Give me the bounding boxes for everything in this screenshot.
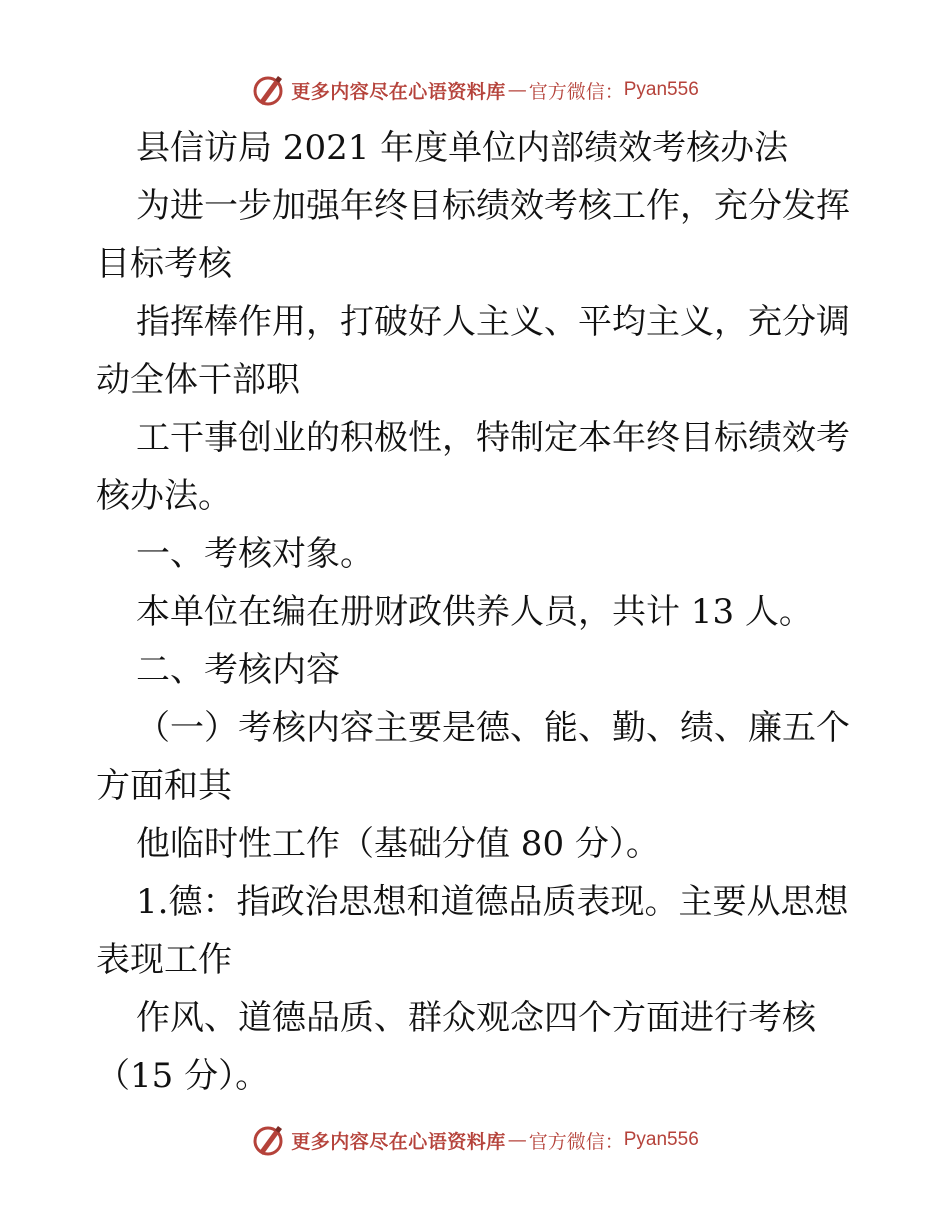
doc-line: 目标考核: [96, 244, 232, 284]
doc-line: 为进一步加强年终目标绩效考核工作，充分发挥: [136, 186, 850, 226]
doc-line: 工干事创业的积极性，特制定本年终目标绩效考: [136, 418, 850, 458]
banner-wechat-label: 官方微信：: [528, 1130, 624, 1153]
doc-line: （15 分）。: [96, 1056, 270, 1096]
doc-line: 指挥棒作用，打破好人主义、平均主义，充分调: [136, 302, 850, 342]
banner-separator: —: [507, 79, 527, 101]
doc-line: （一）考核内容主要是德、能、勤、绩、廉五个: [136, 708, 850, 748]
doc-title: 县信访局 2021 年度单位内部绩效考核办法: [136, 128, 789, 168]
pen-logo-icon: [251, 1122, 287, 1158]
footer-watermark-banner: [0, 1120, 950, 1160]
doc-line: 动全体干部职: [96, 360, 300, 400]
banner-wechat-id: Pyan556: [623, 1129, 699, 1150]
header-watermark-banner: [0, 70, 950, 110]
doc-line: 作风、道德品质、群众观念四个方面进行考核: [136, 998, 816, 1038]
section-heading: 二、考核内容: [136, 650, 340, 690]
doc-line: 核办法。: [96, 476, 232, 516]
banner-slogan: 更多内容尽在心语资料库: [291, 1130, 506, 1153]
doc-line: 本单位在编在册财政供养人员，共计 13 人。: [136, 592, 813, 632]
doc-line: 他临时性工作（基础分值 80 分）。: [136, 824, 660, 864]
doc-line: 方面和其: [96, 766, 232, 806]
doc-line: 1.德：指政治思想和道德品质表现。主要从思想: [136, 882, 849, 922]
section-heading: 一、考核对象。: [136, 534, 374, 574]
banner-slogan: 更多内容尽在心语资料库: [291, 80, 506, 103]
banner-wechat-label: 官方微信：: [528, 80, 624, 103]
doc-line: 表现工作: [96, 940, 232, 980]
pen-logo-icon: [251, 72, 287, 108]
banner-wechat-id: Pyan556: [623, 79, 699, 100]
banner-separator: —: [507, 1129, 527, 1151]
